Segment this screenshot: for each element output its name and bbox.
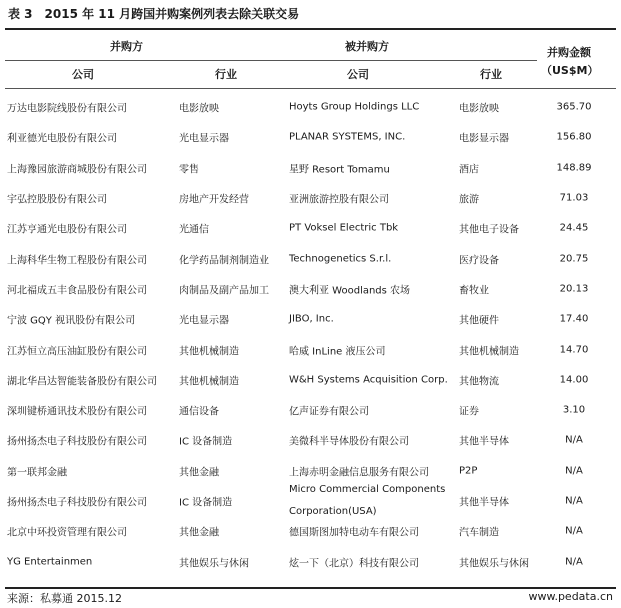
table-row <box>0 486 621 516</box>
target-company-cell: 星野 Resort Tomamu <box>289 164 390 176</box>
amount-cell: 14.70 <box>559 344 589 356</box>
amount-cell: 20.75 <box>559 253 589 265</box>
header-amount-line1: 并购金额 <box>547 46 591 59</box>
acquirer-company-cell: YG Entertainmen <box>7 556 93 568</box>
acquirer-industry-cell: 零售 <box>179 164 199 176</box>
target-company-cell: 亿声证券有限公司 <box>289 406 369 418</box>
acquirer-company-cell: 江苏恒立高压油缸股份有限公司 <box>7 346 147 358</box>
amount-cell: 20.13 <box>559 283 589 295</box>
header-acq-company: 公司 <box>72 68 94 81</box>
table-row <box>0 213 621 243</box>
acquirer-company-cell: 宇弘控股股份有限公司 <box>7 194 107 206</box>
acquirer-company-cell: 利亚德光电股份有限公司 <box>7 133 117 145</box>
table-row <box>0 516 621 546</box>
website-note: www.pedata.cn <box>528 590 613 603</box>
acquirer-company-cell: 宁波 GQY 视讯股份有限公司 <box>7 315 136 327</box>
acquirer-industry-cell: IC 设备制造 <box>179 497 233 509</box>
header-target: 被并购方 <box>345 40 389 53</box>
target-company-cell: 亚洲旅游控股有限公司 <box>289 194 389 206</box>
target-company-cell: 哈威 InLine 液压公司 <box>289 346 386 358</box>
target-company-cell: 美微科半导体股份有限公司 <box>289 436 409 448</box>
target-industry-cell: 其他半导体 <box>459 436 509 448</box>
target-company-cell: W&H Systems Acquisition Corp. <box>289 374 448 386</box>
target-industry-cell: 证券 <box>459 406 479 418</box>
target-company-cell: Micro Commercial Components Corporation(USA) <box>289 484 446 517</box>
amount-cell: 365.70 <box>556 101 592 113</box>
target-industry-cell: 其他硬件 <box>459 315 499 327</box>
amount-cell: 148.89 <box>556 162 592 174</box>
acquirer-industry-cell: 光电显示器 <box>179 133 229 145</box>
table-row <box>0 546 621 576</box>
target-company-cell: PLANAR SYSTEMS, INC. <box>289 131 406 143</box>
target-industry-cell: 汽车制造 <box>459 527 499 539</box>
acquirer-company-cell: 第一联邦金融 <box>7 467 67 479</box>
target-company-cell: JIBO, Inc. <box>289 313 334 325</box>
target-industry-cell: 旅游 <box>459 194 479 206</box>
amount-cell: N/A <box>565 495 583 507</box>
top-rule <box>5 28 616 30</box>
target-company-cell: PT Voksel Electric Tbk <box>289 222 399 234</box>
target-industry-cell: 其他物流 <box>459 376 499 388</box>
acquirer-industry-cell: IC 设备制造 <box>179 436 233 448</box>
acquirer-company-cell: 深圳键桥通讯技术股份有限公司 <box>7 406 147 418</box>
header-acq-industry: 行业 <box>215 68 237 81</box>
table-body <box>0 92 621 577</box>
acquirer-industry-cell: 其他机械制造 <box>179 376 239 388</box>
target-industry-cell: 畜牧业 <box>459 285 489 297</box>
acquirer-industry-cell: 房地产开发经营 <box>179 194 249 206</box>
acquirer-company-cell: 万达电影院线股份有限公司 <box>7 103 127 115</box>
header-bottom-rule <box>5 88 616 89</box>
target-company-cell: 上海赤明金融信息服务有限公司 <box>289 467 429 479</box>
acquirer-company-cell: 江苏亨通光电股份有限公司 <box>7 224 127 236</box>
table-row <box>0 395 621 425</box>
acquirer-company-cell: 扬州扬杰电子科技股份有限公司 <box>7 497 147 509</box>
amount-cell: N/A <box>565 525 583 537</box>
table-row <box>0 365 621 395</box>
amount-cell: N/A <box>565 434 583 446</box>
target-company-cell: Hoyts Group Holdings LLC <box>289 101 420 113</box>
target-industry-cell: P2P <box>459 465 478 477</box>
table-row <box>0 153 621 183</box>
target-company-cell: 德国斯图加特电动车有限公司 <box>289 527 419 539</box>
table-row <box>0 122 621 152</box>
amount-cell: 71.03 <box>559 192 589 204</box>
header-amount-line2: （US$M） <box>541 64 599 77</box>
acquirer-industry-cell: 其他娱乐与休闲 <box>179 558 249 570</box>
table-row <box>0 425 621 455</box>
source-note: 来源：私募通 2015.12 <box>7 592 122 605</box>
target-industry-cell: 其他电子设备 <box>459 224 519 236</box>
header-tgt-company: 公司 <box>347 68 369 81</box>
header-tgt-industry: 行业 <box>480 68 502 81</box>
target-industry-cell: 其他半导体 <box>459 497 509 509</box>
acquirer-company-cell: 扬州扬杰电子科技股份有限公司 <box>7 436 147 448</box>
table-row <box>0 274 621 304</box>
acquirer-company-cell: 上海科华生物工程股份有限公司 <box>7 255 147 267</box>
target-company-cell: 澳大利亚 Woodlands 农场 <box>289 285 411 297</box>
target-industry-cell: 电影放映 <box>459 103 499 115</box>
table-row <box>0 92 621 122</box>
amount-cell: 14.00 <box>559 374 589 386</box>
acquirer-company-cell: 河北福成五丰食品股份有限公司 <box>7 285 147 297</box>
acquirer-industry-cell: 其他机械制造 <box>179 346 239 358</box>
amount-cell: 3.10 <box>562 404 586 416</box>
acquirer-company-cell: 北京中环投资管理有限公司 <box>7 527 127 539</box>
amount-cell: N/A <box>565 465 583 477</box>
acquirer-industry-cell: 化学药品制剂制造业 <box>179 255 269 267</box>
table-row <box>0 304 621 334</box>
target-industry-cell: 其他娱乐与休闲 <box>459 558 529 570</box>
header-mid-rule <box>5 60 537 61</box>
acquirer-industry-cell: 其他金融 <box>179 527 219 539</box>
table-title: 表 3 2015 年 11 月跨国并购案例列表去除关联交易 <box>8 7 300 21</box>
acquirer-industry-cell: 电影放映 <box>179 103 219 115</box>
table-row <box>0 243 621 273</box>
bottom-rule <box>5 587 616 589</box>
amount-cell: 24.45 <box>559 222 589 234</box>
target-company-cell: 炫一下（北京）科技有限公司 <box>289 558 419 570</box>
target-industry-cell: 酒店 <box>459 164 479 176</box>
table-row <box>0 334 621 364</box>
table-row <box>0 183 621 213</box>
header-acquirer: 并购方 <box>110 40 143 53</box>
acquirer-company-cell: 湖北华昌达智能装备股份有限公司 <box>7 376 157 388</box>
acquirer-industry-cell: 其他金融 <box>179 467 219 479</box>
acquirer-industry-cell: 肉制品及副产品加工 <box>179 285 269 297</box>
target-industry-cell: 其他机械制造 <box>459 346 519 358</box>
target-company-cell: Technogenetics S.r.l. <box>289 253 392 265</box>
acquirer-industry-cell: 光电显示器 <box>179 315 229 327</box>
acquirer-industry-cell: 光通信 <box>179 224 209 236</box>
amount-cell: 156.80 <box>556 131 592 143</box>
acquirer-company-cell: 上海豫园旅游商城股份有限公司 <box>7 164 147 176</box>
target-industry-cell: 电影显示器 <box>459 133 509 145</box>
acquirer-industry-cell: 通信设备 <box>179 406 219 418</box>
amount-cell: N/A <box>565 556 583 568</box>
target-industry-cell: 医疗设备 <box>459 255 499 267</box>
amount-cell: 17.40 <box>559 313 589 325</box>
